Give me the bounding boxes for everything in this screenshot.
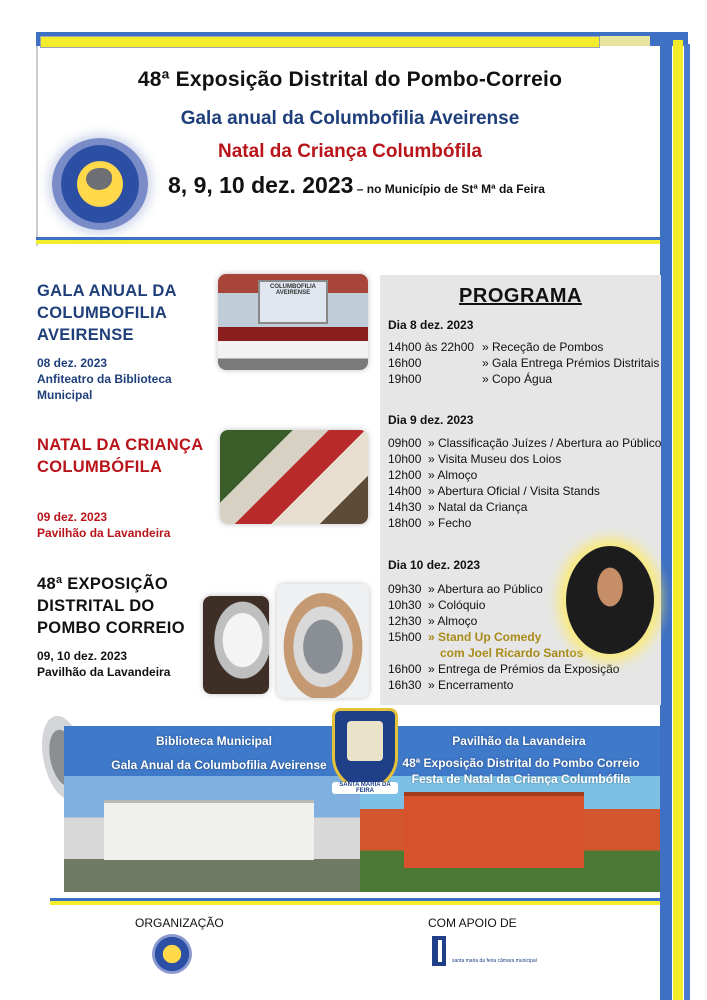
photo-gala-auditorium: [218, 274, 368, 370]
schedule-row: [388, 451, 561, 467]
schedule-row: [388, 515, 471, 531]
schedule-desc: » Abertura Oficial / Visita Stands: [428, 484, 600, 498]
schedule-time: 14h00 às 22h00: [388, 340, 475, 354]
top-frame-yellow: [40, 36, 600, 48]
schedule-time: 12h30: [388, 614, 422, 628]
schedule-time: 10h30: [388, 598, 422, 612]
schedule-desc: » Stand Up Comedy: [428, 630, 542, 644]
event-dates: [168, 172, 545, 199]
comedian-photo: [566, 546, 654, 654]
photo-white-pigeon: [203, 596, 269, 694]
left-frame-line: [36, 46, 38, 246]
event-natal-date: 09 dez. 2023: [37, 510, 108, 524]
schedule-row: [388, 435, 661, 451]
schedule-row-comedian: [440, 645, 583, 661]
subtitle-natal: Natal da Criança Columbófila: [218, 141, 482, 162]
support-label: COM APOIO DE: [428, 916, 517, 930]
schedule-desc: » Classificação Juízes / Abertura ao Público: [428, 436, 662, 450]
event-gala-title: GALA ANUAL DA COLUMBOFILIA AVEIRENSE: [37, 282, 177, 344]
schedule-time: 14h00: [388, 484, 422, 498]
event-natal-title: NATAL DA CRIANÇA COLUMBÓFILA: [37, 436, 203, 476]
schedule-desc: » Fecho: [428, 516, 472, 530]
schedule-row: [388, 355, 659, 371]
schedule-time: 12h00: [388, 468, 422, 482]
main-title: 48ª Exposição Distrital do Pombo-Correio: [137, 68, 563, 91]
event-gala-place: Anfiteatro da Biblioteca Municipal: [37, 372, 172, 402]
municipality-logo-text: santa maria da feira câmara municipal: [452, 958, 537, 964]
schedule-time: 09h00: [388, 436, 422, 450]
schedule-row: [388, 483, 600, 499]
schedule-desc: » Visita Museu dos Loios: [428, 452, 562, 466]
schedule-time: 16h30: [388, 678, 422, 692]
schedule-desc: » Copo Água: [482, 372, 553, 386]
schedule-row: [388, 661, 619, 677]
top-frame-yellow-tail: [600, 36, 650, 46]
day2-heading: Dia 9 dez. 2023: [388, 413, 474, 427]
schedule-time: 16h00: [388, 662, 422, 676]
schedule-row: [388, 371, 552, 387]
day1-heading: Dia 8 dez. 2023: [388, 318, 474, 332]
venue-lavandeira-event2: Festa de Natal da Criança Columbófila: [411, 772, 631, 786]
schedule-row: [388, 597, 485, 613]
schedule-row-comedy: [388, 629, 541, 645]
venue-lavandeira-event1: 48ª Exposição Distrital do Pombo Correio: [402, 756, 640, 770]
event-exposicao-place: Pavilhão da Lavandeira: [37, 665, 171, 679]
venues-banner: [64, 726, 660, 894]
programa-title: PROGRAMA: [459, 285, 582, 307]
schedule-desc: » Colóquio: [428, 598, 486, 612]
schedule-desc: » Natal da Criança: [428, 500, 528, 514]
schedule-time: 16h00: [388, 356, 422, 370]
event-exposicao-title: 48ª EXPOSIÇÃO DISTRITAL DO POMBO CORREIO: [37, 575, 185, 637]
photo-gala-board: [258, 280, 328, 324]
event-natal-place: Pavilhão da Lavandeira: [37, 526, 171, 540]
venue-biblioteca-event: Gala Anual da Columbofilia Aveirense: [111, 758, 327, 772]
schedule-row: [388, 581, 543, 597]
schedule-desc: » Abertura ao Público: [428, 582, 543, 596]
pigeon-icon: [86, 168, 112, 190]
photo-natal-christmas: [220, 430, 368, 524]
event-natal-info: [37, 509, 217, 541]
schedule-row: [388, 613, 477, 629]
schedule-time: 19h00: [388, 372, 422, 386]
right-frame-bar: [660, 32, 672, 1000]
schedule-desc: » Entrega de Prémios da Exposição: [428, 662, 620, 676]
header-divider-yellow: [36, 240, 660, 244]
pavilion-building: [404, 792, 584, 868]
event-dates-location: – no Município de Stª Mª da Feira: [353, 182, 545, 196]
subtitle-gala: Gala anual da Columbofilia Aveirense: [180, 108, 520, 129]
schedule-row: [388, 467, 477, 483]
event-exposicao-date: 09, 10 dez. 2023: [37, 649, 128, 663]
right-frame-yellow: [673, 40, 683, 1000]
venue-biblioteca-photo: [64, 726, 360, 892]
photo-gala-board-text: COLUMBOFILIA AVEIRENSE: [270, 284, 316, 296]
schedule-time: 09h30: [388, 582, 422, 596]
venue-lavandeira-photo: [360, 726, 660, 892]
schedule-time: 15h00: [388, 630, 422, 644]
municipality-logo: [432, 936, 547, 968]
schedule-desc: » Receção de Pombos: [482, 340, 604, 354]
schedule-time: 10h00: [388, 452, 422, 466]
castle-icon: [347, 721, 383, 761]
library-building: [104, 800, 314, 860]
crest-label: SANTA MARIA DA FEIRA: [332, 782, 398, 794]
event-gala-info: [37, 355, 217, 403]
day3-heading: Dia 10 dez. 2023: [388, 558, 481, 572]
schedule-desc: com Joel Ricardo Santos: [440, 646, 584, 660]
municipal-crest: [332, 708, 398, 790]
municipality-mark-stripe: [438, 940, 442, 962]
photo-grey-pigeon: [277, 584, 369, 698]
venue-biblioteca-title: Biblioteca Municipal: [155, 734, 272, 748]
footer-divider-yellow: [50, 901, 660, 905]
schedule-row: [388, 677, 513, 693]
event-exposicao-info: [37, 648, 217, 680]
schedule-desc: » Gala Entrega Prémios Distritais: [482, 356, 660, 370]
schedule-desc: » Almoço: [428, 614, 478, 628]
venue-lavandeira-title: Pavilhão da Lavandeira: [452, 734, 586, 748]
schedule-row: [388, 499, 527, 515]
schedule-time: 14h30: [388, 500, 422, 514]
schedule-desc: » Almoço: [428, 468, 478, 482]
organization-label: ORGANIZAÇÃO: [135, 916, 224, 930]
schedule-row: [388, 339, 603, 355]
event-dates-main: 8, 9, 10 dez. 2023: [168, 172, 354, 198]
organization-logo: [152, 934, 192, 974]
schedule-desc: » Encerramento: [428, 678, 514, 692]
schedule-time: 18h00: [388, 516, 422, 530]
association-logo: [52, 138, 148, 230]
event-gala-date: 08 dez. 2023: [37, 356, 108, 370]
right-frame-blue-edge: [684, 44, 690, 1000]
